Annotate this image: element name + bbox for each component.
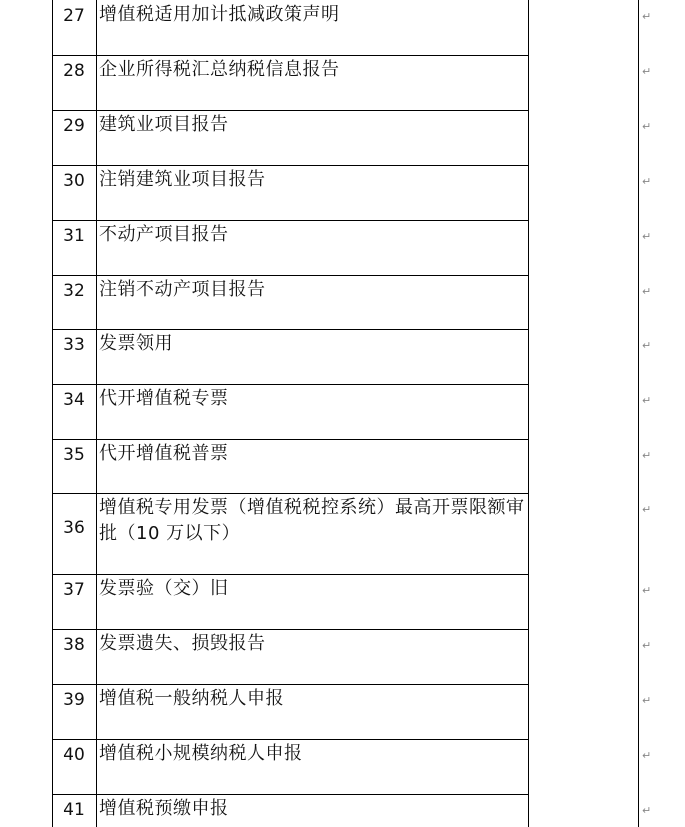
- row-number: 29: [63, 116, 85, 136]
- row-item-text: 代开增值税普票: [99, 443, 229, 464]
- row-number: 41: [63, 800, 85, 820]
- row-number: 34: [63, 390, 85, 410]
- row-number: 33: [63, 335, 85, 355]
- row-item-text: 增值税小规模纳税人申报: [99, 743, 303, 764]
- paragraph-mark-icon: ↵: [642, 584, 652, 597]
- row-divider: [52, 629, 529, 630]
- table-row: [52, 684, 528, 739]
- row-item-text: 不动产项目报告: [99, 224, 229, 245]
- table-row: [52, 329, 528, 384]
- row-item-text: 增值税专用发票（增值税税控系统）最高开票限额审批（10 万以下）: [99, 497, 525, 544]
- row-number: 37: [63, 580, 85, 600]
- row-number: 38: [63, 635, 85, 655]
- row-number: 35: [63, 445, 85, 465]
- table-row: [52, 275, 528, 329]
- paragraph-mark-icon: ↵: [642, 394, 652, 407]
- row-divider: [52, 220, 529, 221]
- row-divider: [52, 684, 529, 685]
- paragraph-mark-icon: ↵: [642, 10, 652, 23]
- row-item-text: 发票遗失、损毁报告: [99, 633, 266, 654]
- row-item-text: 增值税一般纳税人申报: [99, 688, 284, 709]
- row-item-text: 发票领用: [99, 333, 173, 354]
- paragraph-mark-icon: ↵: [642, 449, 652, 462]
- paragraph-mark-icon: ↵: [642, 503, 652, 516]
- paragraph-mark-icon: ↵: [642, 285, 652, 298]
- table-row: [52, 439, 528, 493]
- row-number: 39: [63, 690, 85, 710]
- row-number: 36: [63, 518, 85, 538]
- paragraph-mark-icon: ↵: [642, 639, 652, 652]
- row-item-text: 建筑业项目报告: [99, 114, 229, 135]
- row-divider: [52, 110, 529, 111]
- paragraph-mark-icon: ↵: [642, 339, 652, 352]
- row-divider: [52, 439, 529, 440]
- row-divider: [52, 739, 529, 740]
- paragraph-mark-icon: ↵: [642, 749, 652, 762]
- row-divider: [52, 275, 529, 276]
- row-divider: [52, 574, 529, 575]
- table-row: [52, 384, 528, 439]
- paragraph-mark-icon: ↵: [642, 175, 652, 188]
- paragraph-mark-icon: ↵: [642, 230, 652, 243]
- row-item-text: 企业所得税汇总纳税信息报告: [99, 59, 340, 80]
- table-column-divider: [528, 0, 529, 827]
- table-row: [52, 574, 528, 629]
- row-item-text: 增值税适用加计抵减政策声明: [99, 4, 340, 25]
- row-number: 40: [63, 745, 85, 765]
- row-number: 31: [63, 226, 85, 246]
- table-row: [52, 794, 528, 827]
- table-row: [52, 165, 528, 220]
- row-divider: [52, 493, 529, 494]
- paragraph-mark-icon: ↵: [642, 120, 652, 133]
- table-row: [52, 739, 528, 794]
- row-divider: [52, 794, 529, 795]
- table-row: [52, 220, 528, 275]
- row-divider: [52, 165, 529, 166]
- row-divider: [52, 329, 529, 330]
- row-number: 28: [63, 61, 85, 81]
- row-item-text: 注销建筑业项目报告: [99, 169, 266, 190]
- table-row: [52, 493, 528, 574]
- table-border-right: [638, 0, 639, 827]
- paragraph-mark-icon: ↵: [642, 694, 652, 707]
- row-number: 30: [63, 171, 85, 191]
- table-row: [52, 55, 528, 110]
- row-item-text: 代开增值税专票: [99, 388, 229, 409]
- paragraph-mark-icon: ↵: [642, 804, 652, 817]
- row-number: 27: [63, 6, 85, 26]
- table-row: [52, 0, 528, 55]
- row-item-text: 发票验（交）旧: [99, 578, 229, 599]
- row-number: 32: [63, 281, 85, 301]
- row-divider: [52, 55, 529, 56]
- row-item-text: 增值税预缴申报: [99, 798, 229, 819]
- row-item-text: 注销不动产项目报告: [99, 279, 266, 300]
- table-row: [52, 110, 528, 165]
- paragraph-mark-icon: ↵: [642, 65, 652, 78]
- row-divider: [52, 384, 529, 385]
- table-row: [52, 629, 528, 684]
